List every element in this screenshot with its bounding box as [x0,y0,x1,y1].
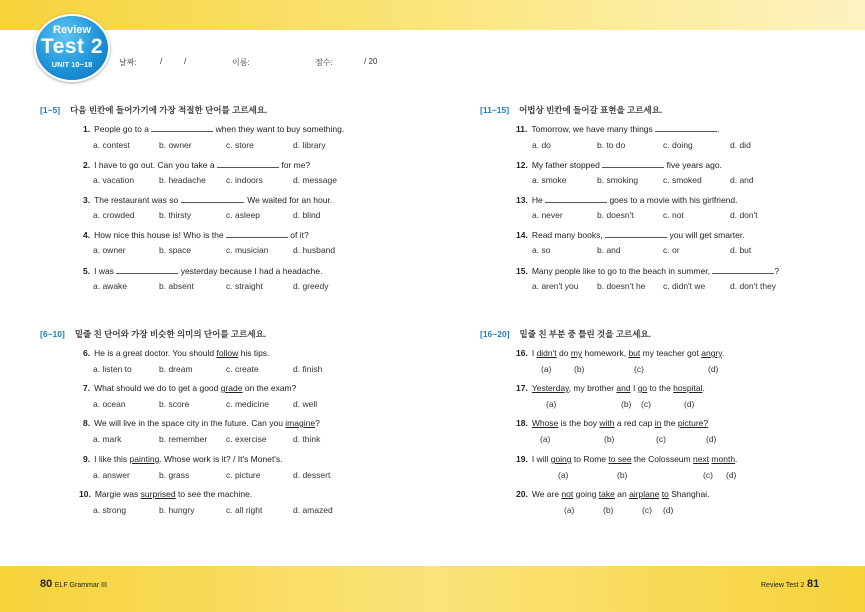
question-text: I like this [94,454,130,464]
question-number: 10. [79,489,91,499]
question-number: 12. [516,160,528,170]
page-number-right: 81 [806,578,820,590]
option-a[interactable]: a. do [532,140,551,150]
sentence-text: to Rome [571,454,609,464]
underlined-part-a: Yesterday [531,383,569,393]
book-title: ELF Grammar III [54,582,107,589]
score-total: / 20 [364,57,378,66]
underlined-part-b: and [616,383,631,393]
section-instruction: 밑줄 친 단어와 가장 비슷한 의미의 단어를 고르세요. [74,329,267,339]
option-a[interactable]: a. owner [93,245,126,255]
bottom-banner [0,566,865,612]
option-b[interactable]: b. hungry [159,505,195,515]
underlined-part-c: next [692,454,710,464]
question-number: 20. [516,489,528,499]
question-text: I have to go out. Can you take a [94,160,215,170]
part-label-d[interactable]: (d) [706,434,717,444]
option-c[interactable]: c. picture [226,470,261,480]
section-16-20 [480,328,651,340]
option-d[interactable]: d. did [730,140,751,150]
question-text: How nice this house is! Who is the [94,230,224,240]
question-7 [83,383,296,393]
question-text: People go to a [94,124,149,134]
option-c[interactable]: c. medicine [226,399,269,409]
option-b[interactable]: b. grass [159,470,190,480]
sentence-text: the [661,418,678,428]
part-label-d[interactable]: (d) [663,505,674,515]
underlined-word: painting [129,454,160,464]
option-d[interactable]: d. and [730,175,754,185]
option-b[interactable]: b. score [159,399,190,409]
question-number: 19. [516,454,528,464]
part-label-b[interactable]: (b) [574,364,585,374]
question-13 [516,194,737,205]
section-number: [6~10] [40,329,65,339]
sentence-text: I will [531,454,551,464]
question-9 [83,454,283,464]
question-text: ? [774,266,780,276]
answer-blank [602,159,664,168]
part-label-d[interactable]: (d) [726,470,737,480]
option-c[interactable]: c. straight [226,281,263,291]
option-d[interactable]: d. library [293,140,326,150]
answer-blank [151,123,213,132]
question-text: . Whose work is it? / It's Monet's. [159,454,283,464]
part-label-c[interactable]: (c) [641,399,651,409]
question-text: Margie was [94,489,141,499]
question-number: 8. [83,418,91,428]
name-label: 이름: [232,58,250,67]
option-b[interactable]: b. space [159,245,192,255]
question-text: We will live in the space city in the future. Can you [94,418,286,428]
option-b[interactable]: b. doesn't [597,210,634,220]
question-text: He [531,195,543,205]
option-c[interactable]: c. indoors [226,175,263,185]
option-d[interactable]: d. but [730,245,752,255]
underlined-part-d: angry [701,348,722,358]
part-label-b[interactable]: (b) [617,470,628,480]
underlined-word: follow [216,348,239,358]
question-text: goes to a movie with his girlfriend. [609,195,738,205]
question-11 [516,123,720,134]
option-c[interactable]: c. didn't we [663,281,706,291]
question-text: yesterday because I had a headache. [180,266,323,276]
option-a[interactable]: a. strong [93,505,127,515]
question-number: 15. [516,266,528,276]
section-number: [11~15] [480,105,510,115]
score-label: 점수: [315,58,333,67]
date-label: 날짜: [119,58,137,67]
sentence-text: do [556,348,571,358]
option-c[interactable]: c. or [663,245,680,255]
option-a[interactable]: a. vacation [93,175,135,185]
sentence-text: a red cap [614,418,655,428]
underlined-part-c: in [654,418,662,428]
part-label-a[interactable]: (a) [541,364,552,374]
option-d[interactable]: d. think [293,434,321,444]
question-text: of it? [290,230,309,240]
question-17 [516,383,705,393]
question-3 [83,194,332,205]
sentence-text: . [721,348,725,358]
option-c[interactable]: c. smoked [663,175,702,185]
badge-review: Review [53,24,91,36]
answer-blank [655,123,720,134]
option-c[interactable]: c. exercise [226,434,267,444]
answer-blank [217,159,279,168]
option-b[interactable]: b. headache [159,175,206,185]
option-a[interactable]: a. mark [93,434,122,444]
option-a[interactable]: a. contest [93,140,130,150]
option-c[interactable]: c. doing [663,140,693,150]
option-b[interactable]: b. absent [159,281,194,291]
question-1 [83,123,344,134]
question-text: My father stopped [531,160,600,170]
badge-title: Test 2 [40,35,104,58]
question-text: He is a great doctor. You should [94,348,217,358]
question-number: 3. [83,195,91,205]
option-b[interactable]: b. and [597,245,621,255]
question-18 [516,418,708,428]
date-slash-1: / [160,57,163,66]
option-b[interactable]: b. to do [597,140,626,150]
section-11-15 [480,104,662,116]
option-a[interactable]: a. aren't you [532,281,579,291]
question-text: on the exam? [242,383,297,393]
option-a[interactable]: a. crowded [93,210,135,220]
question-20 [516,489,709,499]
question-text: for me? [281,160,311,170]
question-6 [83,348,269,358]
question-15 [516,265,779,276]
part-label-c[interactable]: (c) [642,505,652,515]
question-text: five years ago. [666,160,722,170]
sentence-text: , my brother [568,383,617,393]
option-b[interactable]: b. thirsty [159,210,192,220]
question-text: The restaurant was so [94,195,179,205]
part-label-a[interactable]: (a) [540,434,551,444]
question-number: 9. [83,454,91,464]
question-8 [83,418,320,428]
question-16 [516,348,724,358]
underlined-part-d: picture? [677,418,709,428]
underlined-part-a: Whose [531,418,559,428]
option-a[interactable]: a. smoke [532,175,567,185]
question-number: 6. [83,348,91,358]
question-text: . We waited for an hour. [242,195,333,205]
sentence-text: the Colosseum [631,454,693,464]
part-label-d[interactable]: (d) [684,399,695,409]
section-number: [16~20] [480,329,510,339]
underlined-part-c: go [637,383,648,393]
option-c[interactable]: c. not [663,210,684,220]
option-a[interactable]: a. listen to [93,364,132,374]
option-a[interactable]: a. so [532,245,551,255]
question-text: Tomorrow, we have many things [531,124,653,134]
option-c[interactable]: c. musician [226,245,269,255]
option-a[interactable]: a. ocean [93,399,126,409]
underlined-word: surprised [140,489,176,499]
underlined-part-d: month [711,454,736,464]
question-number: 11. [516,124,528,134]
option-a[interactable]: a. never [532,210,563,220]
sentence-text: homework, [582,348,629,358]
answer-blank [605,229,667,238]
sentence-text: . [735,454,738,464]
sentence-text: We are [531,489,562,499]
sentence-text: Shanghai. [668,489,710,499]
underlined-word: grade [220,383,243,393]
option-d[interactable]: d. well [293,399,318,409]
option-a[interactable]: a. answer [93,470,130,480]
option-c[interactable]: c. create [226,364,259,374]
underlined-part-d: hospital [673,383,703,393]
answer-blank [226,229,288,238]
underlined-part-c: but [628,348,641,358]
top-banner [0,0,865,30]
option-d[interactable]: d. don't [730,210,758,220]
option-d[interactable]: d. blind [293,210,321,220]
option-c[interactable]: c. asleep [226,210,261,220]
question-text: to see the machine. [175,489,253,499]
sentence-text: . [702,383,705,393]
question-number: 1. [83,124,91,134]
section-instruction: 다음 빈칸에 들어가기에 가장 적절한 단어를 고르세요. [70,105,268,115]
option-b[interactable]: b. remember [159,434,208,444]
option-b[interactable]: b. owner [159,140,192,150]
question-text: his tips. [238,348,270,358]
underlined-part-b: take [598,489,615,499]
underlined-part-b: to see [608,454,632,464]
question-number: 16. [516,348,528,358]
footer-left [40,578,107,590]
option-d[interactable]: d. husband [293,245,336,255]
date-slash-2: / [184,57,187,66]
question-19 [516,454,737,464]
question-number: 4. [83,230,91,240]
part-label-c[interactable]: (c) [634,364,644,374]
question-number: 7. [83,383,91,393]
question-text: when they want to buy something. [215,124,345,134]
sentence-text: I [531,348,537,358]
question-text: you will get smarter. [669,230,745,240]
question-text: What should we do to get a good [94,383,221,393]
option-d[interactable]: d. finish [293,364,323,374]
section-instruction: 어법상 빈칸에 들어갈 표현을 고르세요. [519,105,663,115]
part-label-a[interactable]: (a) [546,399,557,409]
part-label-a[interactable]: (a) [558,470,569,480]
section-1-5 [40,104,267,116]
section-number: [1~5] [40,105,61,115]
question-text: ? [315,418,320,428]
option-b[interactable]: b. smoking [597,175,639,185]
question-number: 2. [83,160,91,170]
answer-blank [712,265,774,274]
underlined-part-a: going [550,454,572,464]
question-12 [516,159,722,170]
question-5 [83,265,322,276]
option-a[interactable]: a. awake [93,281,128,291]
option-c[interactable]: c. store [226,140,254,150]
answer-blank [181,194,243,203]
option-b[interactable]: b. doesn't he [597,281,646,291]
sentence-text: to the [647,383,674,393]
part-label-b[interactable]: (b) [604,434,615,444]
review-test-badge [34,14,110,82]
question-number: 5. [83,266,91,276]
question-number: 17. [516,383,528,393]
footer-right [761,578,819,590]
option-d[interactable]: d. dessert [293,470,331,480]
underlined-part-d: to [661,489,669,499]
question-text: Many people like to go to the beach in summer, [531,266,710,276]
question-text: . [717,124,720,134]
question-text: I was [94,266,114,276]
page-number-left: 80 [40,578,53,590]
answer-blank [116,265,178,274]
question-number: 14. [516,230,528,240]
option-d[interactable]: d. greedy [293,281,329,291]
sentence-text: going [573,489,599,499]
underlined-part-a: not [561,489,574,499]
question-number: 18. [516,418,528,428]
part-label-a[interactable]: (a) [564,505,575,515]
sentence-text: I [630,383,638,393]
option-b[interactable]: b. dream [159,364,193,374]
sentence-text: is the boy [558,418,600,428]
question-4 [83,229,309,240]
part-label-b[interactable]: (b) [621,399,632,409]
part-label-c[interactable]: (c) [703,470,713,480]
option-d[interactable]: d. amazed [293,505,333,515]
part-label-b[interactable]: (b) [603,505,614,515]
footer-test-title: Review Test 2 [761,582,805,589]
option-d[interactable]: d. message [293,175,337,185]
sentence-text: my teacher got [640,348,702,358]
option-c[interactable]: c. all right [226,505,263,515]
badge-units: UNIT 10~18 [51,60,93,69]
sentence-text: an [614,489,630,499]
underlined-part-c: airplane [629,489,660,499]
underlined-part-a: didn't [536,348,557,358]
part-label-d[interactable]: (d) [708,364,719,374]
section-6-10 [40,328,266,340]
section-instruction: 밑줄 친 부분 중 틀린 것을 고르세요. [519,329,652,339]
option-d[interactable]: d. don't they [730,281,777,291]
question-14 [516,229,745,240]
question-text: Read many books, [531,230,603,240]
part-label-c[interactable]: (c) [656,434,666,444]
underlined-part-b: my [570,348,583,358]
answer-blank [545,194,607,203]
question-10 [79,489,252,499]
underlined-word: imagine [285,418,316,428]
underlined-part-b: with [599,418,615,428]
question-2 [83,159,310,170]
question-number: 13. [516,195,528,205]
